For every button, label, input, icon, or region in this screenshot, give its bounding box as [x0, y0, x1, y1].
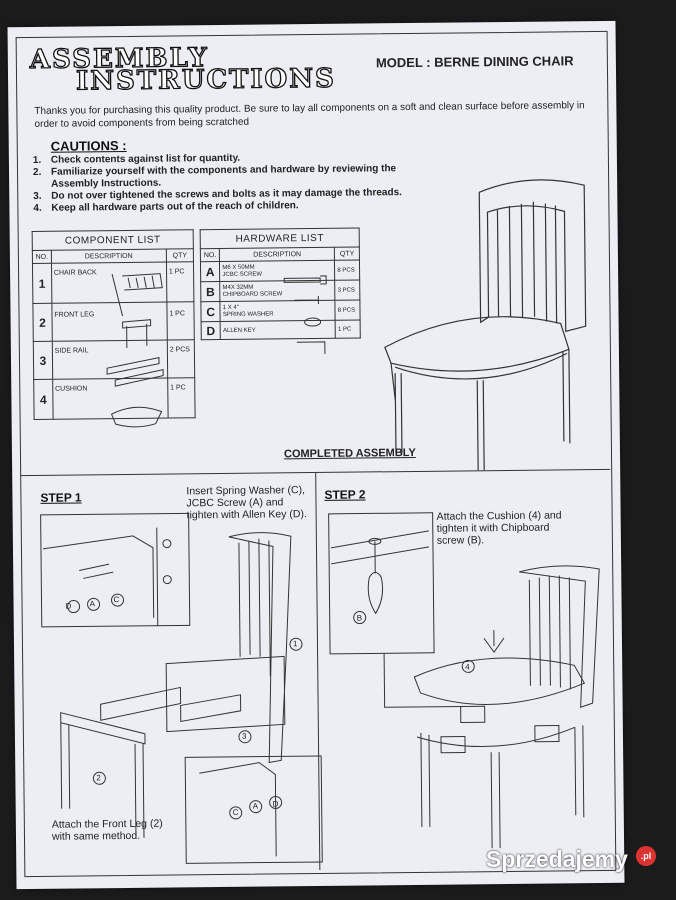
- caution-item: 2. Familiarize yourself with the components and hardware by reviewing the Assembly Instructions.: [32, 163, 397, 190]
- completed-chair-drawing: [359, 151, 592, 473]
- callout-D: D: [272, 799, 279, 809]
- chipboard-screw-sketch-icon: [294, 296, 318, 304]
- column-header: NO.: [32, 250, 51, 263]
- step2-drawing: [323, 505, 617, 868]
- caution-item: 3. Do not over tightened the screws and bolts as it may damage the threads.: [33, 187, 402, 202]
- column-header: DESCRIPTION: [220, 247, 335, 261]
- step2-instruction: Attach the Cushion (4) and tighten it with Chipboard screw (B).: [436, 509, 562, 547]
- table-row: 3 SIDE RAIL 2 PCS: [33, 340, 194, 380]
- allen-key-sketch-icon: [297, 342, 325, 354]
- caution-item: 4. Keep all hardware parts out of the reach of children.: [33, 200, 299, 214]
- title-line-1: ASSEMBLY: [29, 43, 209, 75]
- callout-2: 2: [96, 773, 101, 783]
- callout-B: B: [356, 613, 363, 623]
- step2-heading: STEP 2: [324, 487, 366, 502]
- column-header: DESCRIPTION: [51, 249, 166, 263]
- screw-sketch-icon: [284, 276, 326, 284]
- callout-3: 3: [241, 731, 247, 741]
- instruction-sheet: [8, 21, 625, 889]
- component-list-caption: COMPONENT LIST: [32, 230, 193, 251]
- callout-C: C: [232, 807, 239, 817]
- column-header: QTY: [335, 247, 360, 260]
- table-row: 2 FRONT LEG 1 PC: [33, 302, 194, 342]
- column-header: QTY: [166, 249, 193, 262]
- model-label: MODEL : BERNE DINING CHAIR: [375, 53, 574, 71]
- step1-drawing: [33, 506, 327, 869]
- intro-text: Thanks you for purchasing this quality product. Be sure to lay all components on a soft and clean surface before assembly in order to avoid components from being scratched: [34, 100, 585, 130]
- callout-C: C: [113, 595, 120, 605]
- step1-heading: STEP 1: [40, 490, 82, 505]
- chair-back-sketch-icon: [112, 274, 162, 317]
- table-row: A M6 X 50MM JCBC SCREW 8 PCS: [200, 260, 359, 282]
- step1-detail-box-mid: [166, 656, 285, 731]
- washer-sketch-icon: [305, 318, 321, 326]
- callout-1: 1: [292, 639, 298, 649]
- step2-detail-box: [329, 513, 434, 654]
- callout-D: D: [65, 601, 72, 611]
- title-line-2: INSTRUCTIONS: [75, 63, 336, 97]
- step1-note: Attach the Front Leg (2) with same method.: [51, 817, 163, 843]
- callout-A: A: [89, 599, 95, 609]
- table-row: D ALLEN KEY 1 PC: [201, 320, 360, 340]
- watermark-text: Sprzedajemy: [486, 846, 628, 872]
- callout-4: 4: [465, 662, 470, 672]
- down-arrow-icon: [484, 630, 504, 652]
- table-row: C 1 X 4" SPRING WASHER 8 PCS: [201, 300, 360, 322]
- step1-instruction: Insert Spring Washer (C), JCBC Screw (A) and tighten with Allen Key (D).: [186, 484, 307, 522]
- callout-A: A: [252, 801, 259, 811]
- column-header: NO.: [200, 248, 219, 261]
- table-row: B M4X 32MM CHIPBOARD SCREW 3 PCS: [201, 280, 360, 302]
- cautions-heading: CAUTIONS :: [50, 137, 127, 154]
- table-row: 1 CHAIR BACK 1 PC: [32, 262, 193, 304]
- side-rail-sketch-icon: [107, 358, 163, 387]
- table-row: 4 CUSHION 1 PC: [34, 378, 195, 420]
- hardware-list-caption: HARDWARE LIST: [200, 228, 359, 249]
- watermark-badge: .pl: [636, 846, 656, 866]
- front-leg-sketch-icon: [123, 320, 151, 348]
- completed-assembly-label: COMPLETED ASSEMBLY: [283, 446, 416, 461]
- caution-item: 1. Check contents against list for quantity.: [32, 152, 241, 166]
- step1-detail-box-top: [41, 513, 190, 627]
- cushion-sketch-icon: [111, 407, 161, 427]
